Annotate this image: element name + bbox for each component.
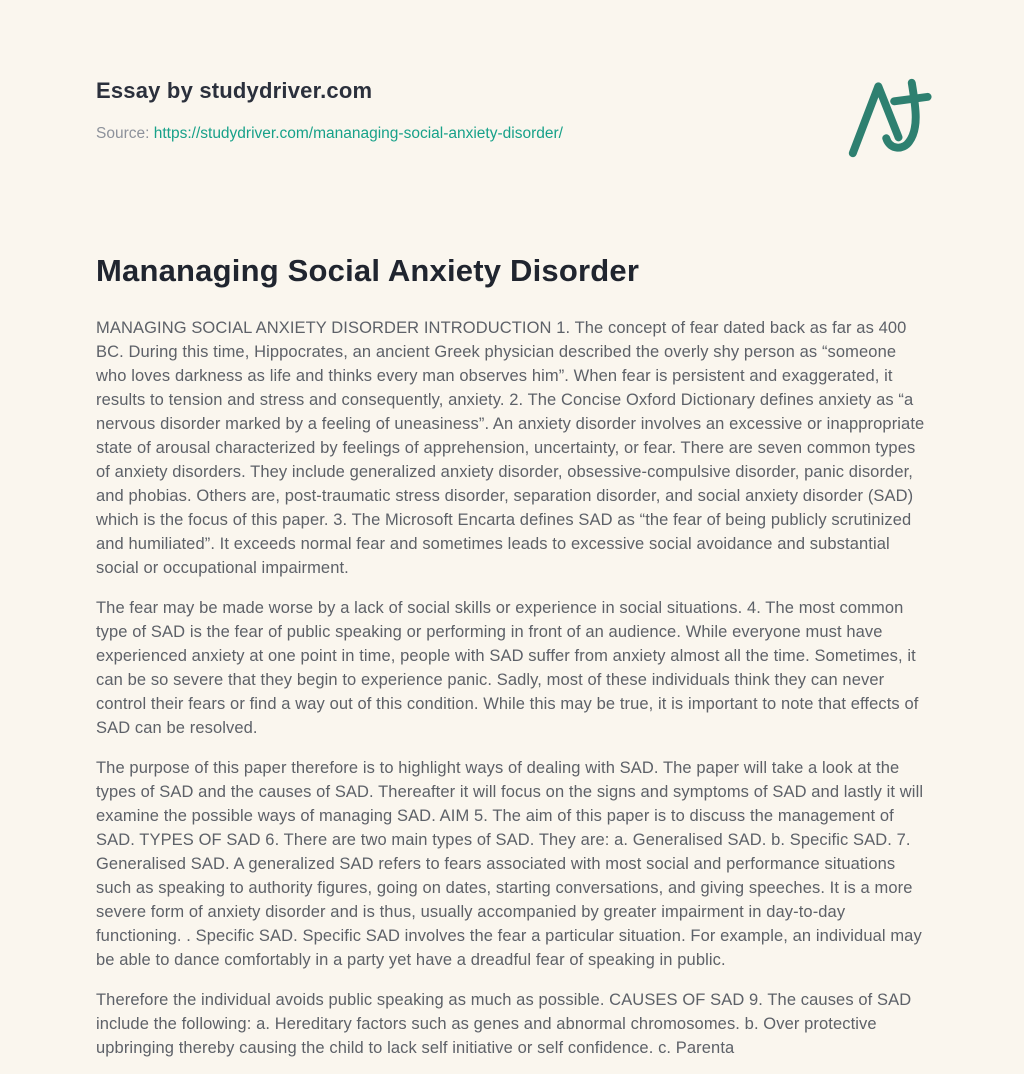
essay-title: Mananaging Social Anxiety Disorder — [96, 253, 640, 288]
source-line — [96, 125, 928, 143]
essay-paragraph: Therefore the individual avoids public speaking as much as possible. CAUSES OF SAD 9. The causes of SAD include the following: a. Hereditary factors such as genes and abnormal chromosomes. b. Over protective upbringing thereby causing the child to lack self initiative or self confidence. c. Parenta — [96, 991, 912, 1057]
essay-paragraph: MANAGING SOCIAL ANXIETY DISORDER INTRODUCTION 1. The concept of fear dated back as far as 400 BC. During this time, Hippocrates, an ancient Greek physician described the overly shy person as “someone who loves darkness as life and thinks every man observes him”. When fear is persistent and exaggerated, it results to tension and stress and consequently, anxiety. 2. The Concise Oxford Dictionary defines anxiety as “a nervous disorder marked by a feeling of uneasiness”. An anxiety disorder involves an excessive or inappropriate state of arousal characterized by feelings of apprehension, uncertainty, or fear. There are seven common types of anxiety disorders. They include generalized anxiety disorder, obsessive-compulsive disorder, panic disorder, and phobias. Others are, post-traumatic stress disorder, separation disorder, and social anxiety disorder (SAD) which is the focus of this paper. 3. The Microsoft Encarta defines SAD as “the fear of being publicly scrutinized and humiliated”. It exceeds normal fear and sometimes leads to excessive social avoidance and substantial social or occupational impairment. — [96, 319, 925, 577]
essay-body — [96, 316, 928, 1060]
essay-paragraph: The purpose of this paper therefore is to highlight ways of dealing with SAD. The paper will take a look at the types of SAD and the causes of SAD. Thereafter it will focus on the signs and symptoms of SAD and lastly it will examine the possible ways of managing SAD. AIM 5. The aim of this paper is to discuss the management of SAD. TYPES OF SAD 6. There are two main types of SAD. They are: a. Generalised SAD. b. Specific SAD. 7. Generalised SAD. A generalized SAD refers to fears associated with most social and performance situations such as speaking to authority figures, going on dates, starting conversations, and giving speeches. It is a more severe form of anxiety disorder and is thus, usually accompanied by greater impairment in day-to-day functioning. . Specific SAD. Specific SAD involves the fear a particular situation. For example, an individual may be able to dance comfortably in a party yet have a dreadful fear of speaking in public. — [96, 759, 924, 969]
studydriver-logo-icon[interactable] — [844, 72, 932, 164]
source-url-link[interactable]: https://studydriver.com/mananaging-social-anxiety-disorder/ — [153, 125, 563, 142]
page-header — [96, 0, 928, 143]
source-label: Source: — [96, 125, 150, 142]
essay-byline: Essay by studydriver.com — [96, 78, 373, 103]
essay-paragraph: The fear may be made worse by a lack of social skills or experience in social situations. 4. The most common type of SAD is the fear of public speaking or performing in front of an audience. While everyone must have experienced anxiety at one point in time, people with SAD suffer from anxiety almost all the time. Sometimes, it can be so severe that they begin to experience panic. Sadly, most of these individuals think they can never control their fears or find a way out of this condition. While this may be true, it is important to note that effects of SAD can be resolved. — [96, 599, 919, 737]
